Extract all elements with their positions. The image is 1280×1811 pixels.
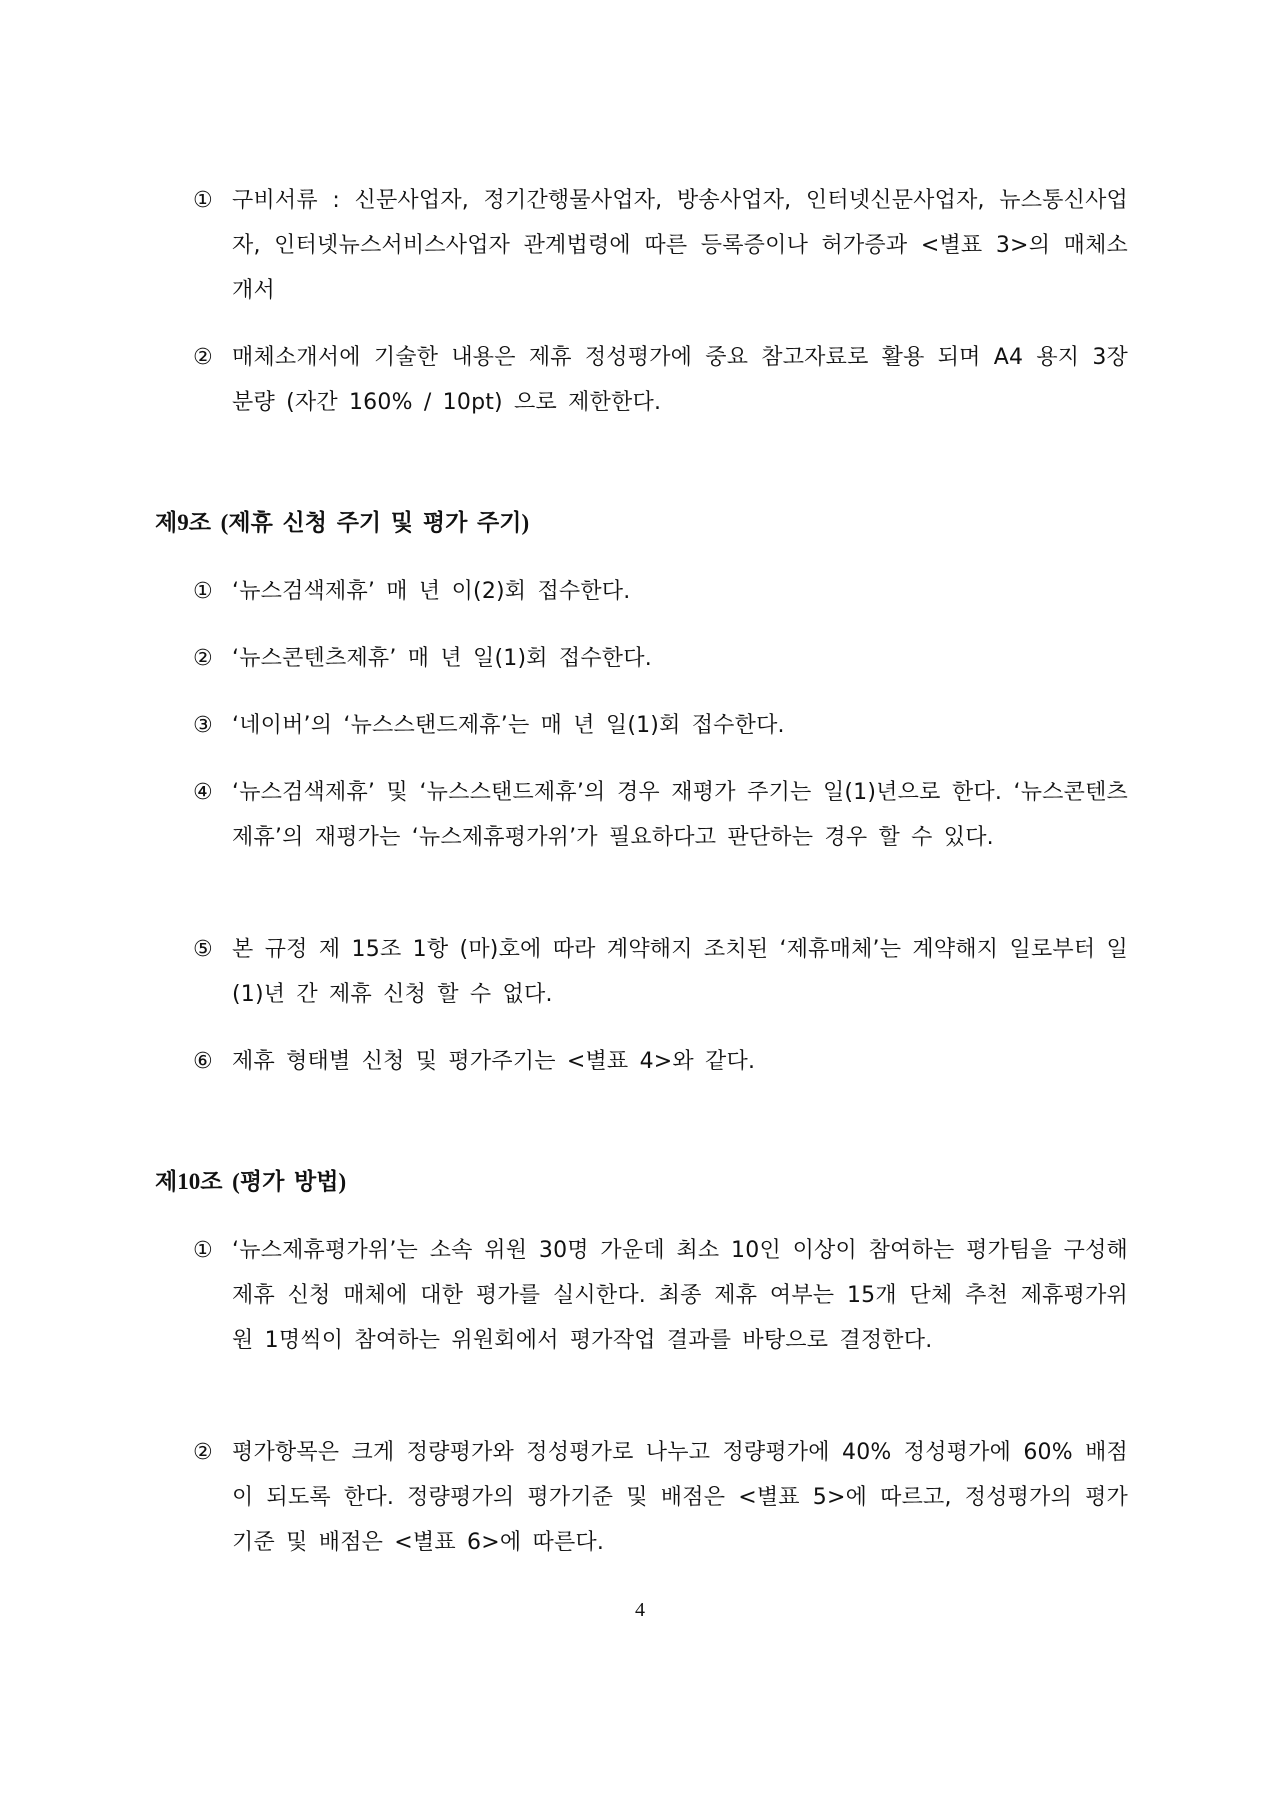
- item-text: ‘뉴스검색제휴’ 매 년 이(2)회 접수한다.: [232, 579, 631, 604]
- article-10-item-1: [193, 1228, 1128, 1363]
- item-number: ⑤: [193, 937, 213, 962]
- item-text: ‘뉴스콘텐츠제휴’ 매 년 일(1)회 접수한다.: [232, 646, 652, 671]
- item-text: ‘뉴스검색제휴’ 및 ‘뉴스스탠드제휴’의 경우 재평가 주기는 일(1)년으로 한다. ‘뉴스콘텐츠제휴’의 재평가는 ‘뉴스제휴평가위’가 필요하다고 판단하는 경우 할 수 있다.: [232, 780, 1128, 850]
- item-number: ①: [193, 579, 213, 604]
- article-10-item-2: [193, 1430, 1128, 1565]
- item-number: ③: [193, 713, 213, 738]
- item-number: ②: [193, 1440, 213, 1465]
- item-text: 매체소개서에 기술한 내용은 제휴 정성평가에 중요 참고자료로 활용 되며 A4 용지 3장 분량 (자간 160% / 10pt) 으로 제한한다.: [232, 345, 1128, 415]
- article-9-item-6: [193, 1039, 1128, 1084]
- item-text: 평가항목은 크게 정량평가와 정성평가로 나누고 정량평가에 40% 정성평가에 60% 배점이 되도록 한다. 정량평가의 평가기준 및 배점은 <별표 5>에 따르고, 정성평가의 평가기준 및 배점은 <별표 6>에 따른다.: [232, 1440, 1128, 1555]
- item-number: ⑥: [193, 1049, 213, 1074]
- article-9-item-2: [193, 636, 1128, 681]
- item-number: ①: [193, 188, 213, 213]
- item-number: ①: [193, 1238, 213, 1263]
- item-text: 제휴 형태별 신청 및 평가주기는 <별표 4>와 같다.: [232, 1049, 756, 1074]
- article-9-heading: 제9조 (제휴 신청 주기 및 평가 주기): [155, 510, 530, 535]
- article-9-item-1: [193, 569, 1128, 614]
- item-text: ‘네이버’의 ‘뉴스스탠드제휴’는 매 년 일(1)회 접수한다.: [232, 713, 785, 738]
- article-9-item-3: [193, 703, 1128, 748]
- item-number: ②: [193, 345, 213, 370]
- intro-item-1: [193, 178, 1128, 313]
- intro-item-2: [193, 335, 1128, 425]
- article-9-item-5: [193, 927, 1128, 1017]
- item-text: ‘뉴스제휴평가위’는 소속 위원 30명 가운데 최소 10인 이상이 참여하는 평가팀을 구성해 제휴 신청 매체에 대한 평가를 실시한다. 최종 제휴 여부는 15개 단체 추천 제휴평가위원 1명씩이 참여하는 위원회에서 평가작업 결과를 바탕으로 결정한다.: [232, 1238, 1128, 1353]
- article-10-heading: 제10조 (평가 방법): [155, 1169, 347, 1194]
- page-number: 4: [635, 1599, 645, 1621]
- item-number: ④: [193, 780, 213, 805]
- item-text: 구비서류 : 신문사업자, 정기간행물사업자, 방송사업자, 인터넷신문사업자, 뉴스통신사업자, 인터넷뉴스서비스사업자 관계법령에 따른 등록증이나 허가증과 <별표 3>의 매체소개서: [232, 188, 1128, 303]
- item-number: ②: [193, 646, 213, 671]
- item-text: 본 규정 제 15조 1항 (마)호에 따라 계약해지 조치된 ‘제휴매체’는 계약해지 일로부터 일(1)년 간 제휴 신청 할 수 없다.: [232, 937, 1128, 1007]
- article-9-item-4: [193, 770, 1128, 860]
